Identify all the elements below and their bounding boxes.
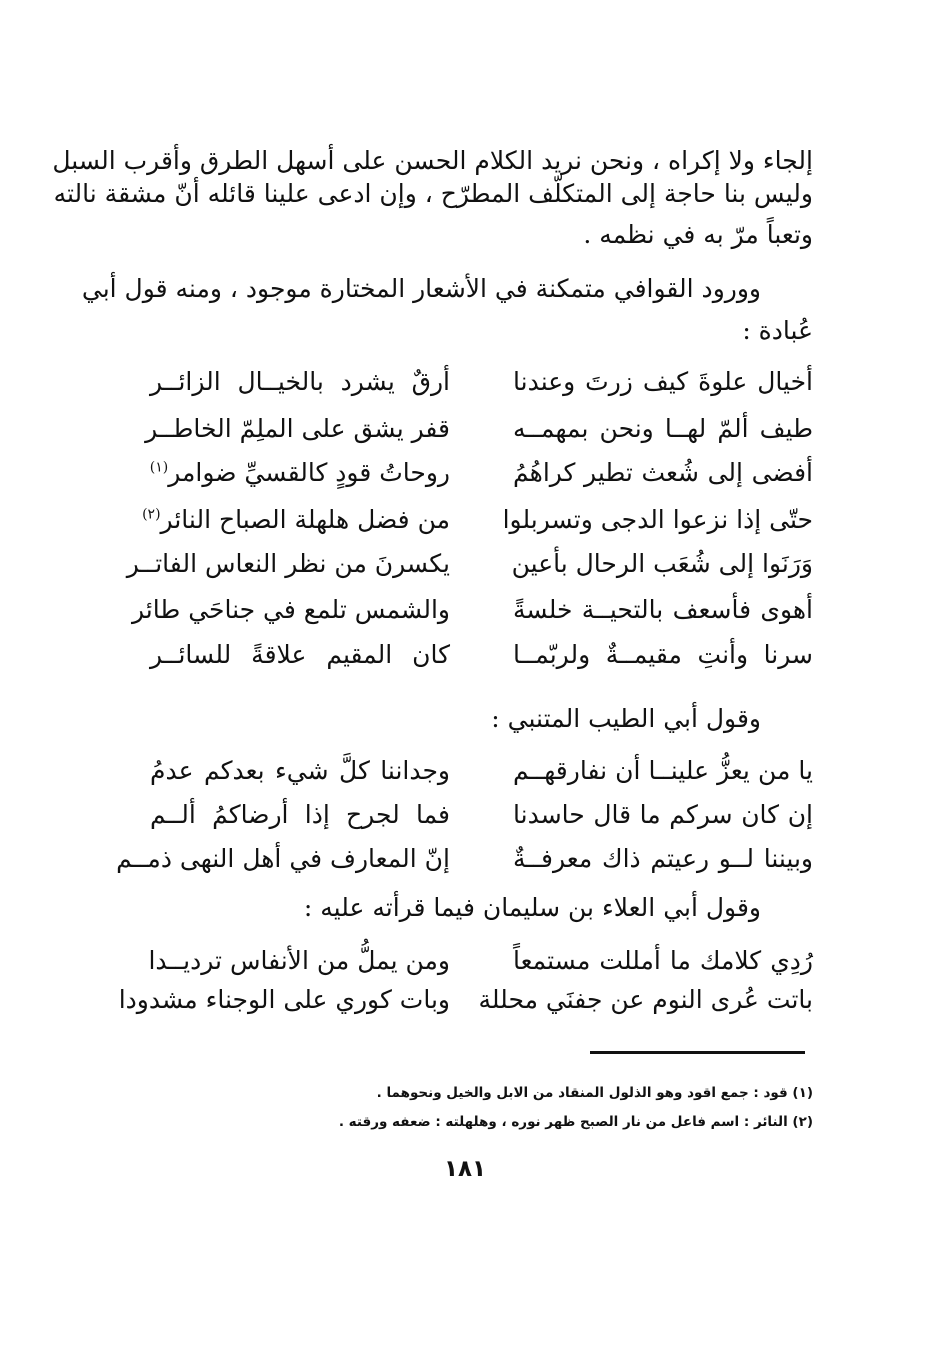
verse-row xyxy=(150,635,813,679)
verse-second-hemistich: وجداننا كلَّ شيء بعدكم عدمُ xyxy=(150,756,450,785)
poem-intro: وقول أبي الطيب المتنبي : xyxy=(491,704,761,733)
verse-first-hemistich: طيف ألمّ لهــا ونحن بمهمــه xyxy=(513,414,813,443)
verse-text: من فضل هلهلة الصباح النائر xyxy=(160,505,450,534)
verse-first-hemistich: رُدِي كلامك ما أمللت مستمعاً xyxy=(513,946,813,975)
verse-row xyxy=(150,751,813,795)
verse-row xyxy=(118,980,813,1024)
paragraph-line: وتعباً مرّ به في نظمه . xyxy=(583,220,813,249)
verse-row xyxy=(142,500,813,544)
verse-row xyxy=(116,839,813,883)
verse-first-hemistich: أهوى فأسعف بالتحيــة خلسةً xyxy=(513,595,813,624)
verse-row xyxy=(150,795,813,839)
verse-first-hemistich: أخيال علوةَ كيف زرتَ وعندنا xyxy=(513,367,813,396)
paragraph-line: عُبادة : xyxy=(742,316,813,345)
verse-row xyxy=(131,590,813,634)
verse-first-hemistich: حتّى إذا نزعوا الدجى وتسربلوا xyxy=(502,505,813,534)
verse-second-hemistich: كان المقيم علاقةً للسائــر xyxy=(150,640,450,669)
verse-second-hemistich: ومن يملُّ من الأنفاس ترديــدا xyxy=(148,946,450,975)
page-number: ١٨١ xyxy=(443,1156,487,1182)
paragraph-line: وليس بنا حاجة إلى المتكلّف المطرّح ، وإن ادعى علينا قائله أنّ مشقة نالته xyxy=(53,179,813,208)
verse-second-hemistich: إنّ المعارف في أهل النهى ذمــم xyxy=(116,844,450,873)
verse-row xyxy=(126,544,813,588)
verse-first-hemistich: سرنا وأنتِ مقيمــةٌ ولربّمــا xyxy=(513,640,813,669)
verse-second-hemistich: والشمس تلمع في جناحَي طائر xyxy=(131,595,450,624)
paragraph-line: وورود القوافي متمكنة في الأشعار المختارة موجود ، ومنه قول أبي xyxy=(81,274,761,303)
verse-first-hemistich: باتت عُرى النوم عن جفنَي محللة xyxy=(478,985,813,1014)
verse-first-hemistich: يا من يعزُّ علينــا أن نفارقهــم xyxy=(513,756,813,785)
verse-first-hemistich: إن كان سركم ما قال حاسدنا xyxy=(513,800,813,829)
verse-second-hemistich: فما لجرح إذا أرضاكمُ ألــم xyxy=(150,800,450,829)
footnote-separator xyxy=(590,1051,805,1054)
verse-second-hemistich: وبات كوري على الوجناء مشدودا xyxy=(118,985,450,1014)
verse-row xyxy=(150,941,813,985)
verse-first-hemistich: أفضى إلى شُعث تطير كراهُمُ xyxy=(513,458,813,487)
verse-row xyxy=(150,453,813,497)
verse-second-hemistich: يكسرنَ من نظر النعاس الفاتــر xyxy=(126,549,450,578)
footnote: (١) قود : جمع اقود وهو الذلول المنقاد من الابل والخيل ونحوهما . xyxy=(376,1085,813,1101)
verse-second-hemistich xyxy=(142,500,450,540)
verse-text: روحاتُ قودٍ كالقسيِّ ضوامر xyxy=(168,458,450,487)
verse-row xyxy=(145,409,813,453)
paragraph-line: إلجاء ولا إكراه ، ونحن نريد الكلام الحسن على أسهل الطرق وأقرب السبل xyxy=(52,146,813,175)
verse-second-hemistich xyxy=(150,453,450,493)
footnote: (٢) النائر : اسم فاعل من نار الصبح ظهر نوره ، وهلهلته : ضعفه ورقته . xyxy=(338,1114,813,1130)
footnote-marker: (١) xyxy=(149,459,169,476)
verse-first-hemistich: وَرَنَوا إلى شُعَب الرحال بأعين xyxy=(511,549,813,578)
verse-first-hemistich: وبيننا لــو رعيتم ذاك معرفــةٌ xyxy=(513,844,813,873)
verse-second-hemistich: قفر يشق على الملِمّ الخاطــر xyxy=(145,414,450,443)
verse-second-hemistich: أرقٌ يشرد بالخيــال الزائــر xyxy=(150,367,450,396)
verse-row xyxy=(150,362,813,406)
poem-intro: وقول أبي العلاء بن سليمان فيما قرأته عليه : xyxy=(303,893,761,922)
footnote-marker: (٢) xyxy=(142,506,161,523)
